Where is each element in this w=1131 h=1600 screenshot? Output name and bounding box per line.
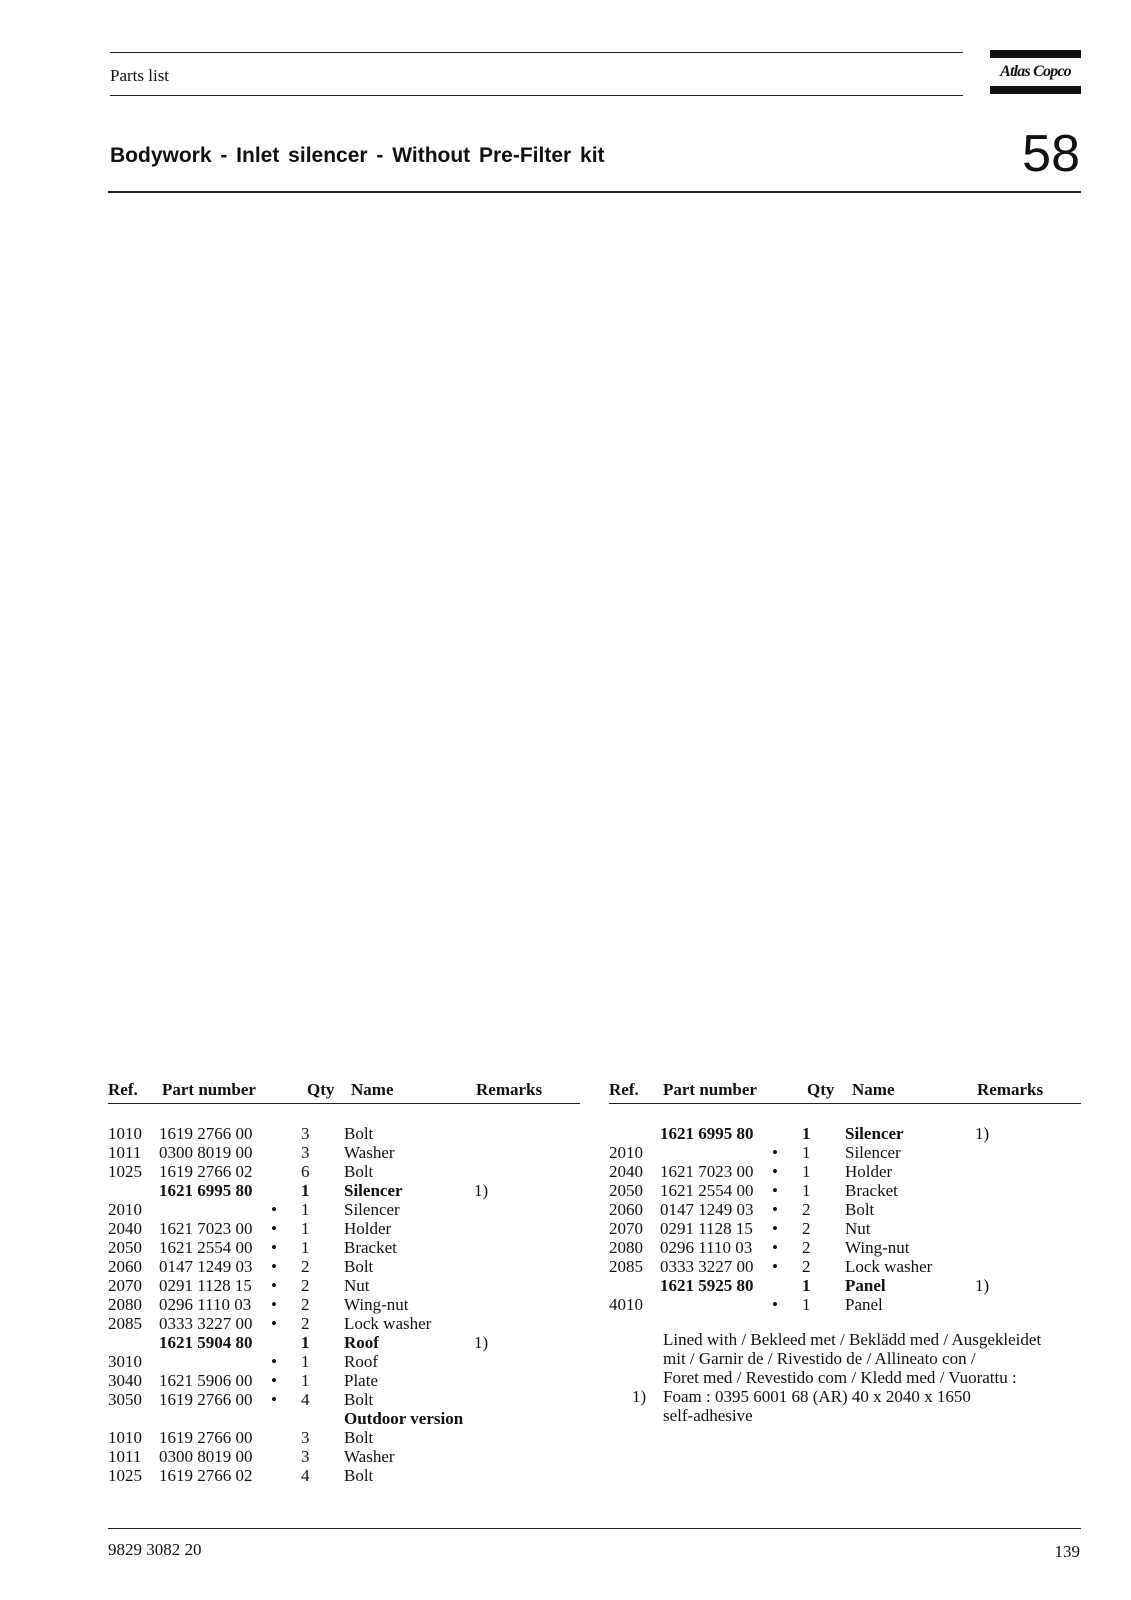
- footnote-line: Foam : 0395 6001 68 (AR) 40 x 2040 x 1650: [663, 1387, 971, 1406]
- table-row: [609, 1181, 1081, 1200]
- qty-cell: 1: [802, 1295, 811, 1314]
- ref-cell: 2070: [108, 1276, 142, 1295]
- qty-cell: 2: [802, 1219, 811, 1238]
- bullet-cell: •: [772, 1219, 778, 1238]
- name-cell: Washer: [344, 1447, 395, 1466]
- qty-cell: 1: [802, 1124, 811, 1143]
- table-header-rule: [609, 1103, 1081, 1104]
- ref-cell: 2085: [609, 1257, 643, 1276]
- part-number-cell: 1619 2766 02: [159, 1466, 253, 1485]
- name-cell: Panel: [845, 1276, 886, 1295]
- name-cell: Bolt: [344, 1257, 374, 1276]
- footer-rule: [108, 1528, 1081, 1529]
- part-number-cell: 1619 2766 00: [159, 1428, 253, 1447]
- ref-cell: 2085: [108, 1314, 142, 1333]
- part-number-cell: 1619 2766 00: [159, 1390, 253, 1409]
- name-cell: Bolt: [344, 1428, 374, 1447]
- table-row: [108, 1257, 580, 1276]
- col-header-name: Name: [351, 1080, 394, 1099]
- name-cell: Washer: [344, 1143, 395, 1162]
- logo-wordmark: Atlas Copco: [1000, 63, 1071, 80]
- part-number-cell: 1621 6995 80: [159, 1181, 253, 1200]
- name-cell: Bolt: [344, 1390, 374, 1409]
- qty-cell: 2: [301, 1257, 310, 1276]
- part-number-cell: 1621 5925 80: [660, 1276, 754, 1295]
- header-label: Parts list: [110, 66, 170, 85]
- illustration-area: [108, 200, 1081, 1060]
- table-row: [108, 1428, 580, 1447]
- part-number-cell: 1621 6995 80: [660, 1124, 754, 1143]
- col-header-remarks: Remarks: [977, 1080, 1044, 1099]
- name-cell: Silencer: [845, 1124, 904, 1143]
- table-row: [108, 1276, 580, 1295]
- col-header-ref: Ref.: [108, 1080, 138, 1099]
- bullet-cell: •: [772, 1181, 778, 1200]
- ref-cell: 2050: [609, 1181, 643, 1200]
- ref-cell: 2080: [609, 1238, 643, 1257]
- col-header-remarks: Remarks: [476, 1080, 543, 1099]
- ref-cell: 3010: [108, 1352, 142, 1371]
- qty-cell: 1: [802, 1162, 811, 1181]
- remarks-cell: 1): [474, 1181, 489, 1200]
- name-cell: Lock washer: [845, 1257, 933, 1276]
- name-cell: Panel: [845, 1295, 883, 1314]
- bullet-cell: •: [271, 1352, 277, 1371]
- bullet-cell: •: [271, 1238, 277, 1257]
- table-row: [108, 1314, 580, 1333]
- part-number-cell: 1621 5904 80: [159, 1333, 253, 1352]
- part-number-cell: 0296 1110 03: [159, 1295, 252, 1314]
- ref-cell: 2040: [609, 1162, 643, 1181]
- ref-cell: 1025: [108, 1162, 142, 1181]
- name-cell: Holder: [344, 1219, 392, 1238]
- part-number-cell: 1621 7023 00: [159, 1219, 253, 1238]
- name-cell: Nut: [344, 1276, 370, 1295]
- table-row: [108, 1447, 580, 1466]
- qty-cell: 1: [301, 1333, 310, 1352]
- qty-cell: 2: [802, 1200, 811, 1219]
- qty-cell: 6: [301, 1162, 310, 1181]
- ref-cell: 4010: [609, 1295, 643, 1314]
- bullet-cell: •: [271, 1200, 277, 1219]
- ref-cell: 2040: [108, 1219, 142, 1238]
- document-number: 9829 3082 20: [108, 1540, 202, 1559]
- name-cell: Nut: [845, 1219, 871, 1238]
- part-number-cell: 1621 2554 00: [660, 1181, 754, 1200]
- part-number-cell: 0296 1110 03: [660, 1238, 753, 1257]
- bullet-cell: •: [271, 1371, 277, 1390]
- qty-cell: 2: [301, 1314, 310, 1333]
- remarks-cell: 1): [975, 1276, 990, 1295]
- name-cell: Lock washer: [344, 1314, 432, 1333]
- qty-cell: 3: [301, 1124, 310, 1143]
- bullet-cell: •: [271, 1276, 277, 1295]
- name-cell: Plate: [344, 1371, 378, 1390]
- header-bottom-rule: [110, 95, 963, 96]
- part-number-cell: 0147 1249 03: [660, 1200, 754, 1219]
- table-row: [108, 1219, 580, 1238]
- qty-cell: 4: [301, 1390, 310, 1409]
- table-row: [108, 1352, 580, 1371]
- ref-cell: 2080: [108, 1295, 142, 1314]
- table-row: [108, 1200, 580, 1219]
- table-row: [609, 1162, 1081, 1181]
- ref-cell: 2060: [609, 1200, 643, 1219]
- footnote-line: Lined with / Bekleed met / Beklädd med / Ausgekleidet: [663, 1330, 1042, 1349]
- qty-cell: 4: [301, 1466, 310, 1485]
- col-header-qty: Qty: [807, 1080, 835, 1099]
- section-number: 58: [1022, 125, 1080, 183]
- table-row: [609, 1219, 1081, 1238]
- qty-cell: 1: [301, 1238, 310, 1257]
- qty-cell: 1: [301, 1371, 310, 1390]
- table-row: [609, 1238, 1081, 1257]
- right-parts-table: [609, 1080, 1081, 1480]
- part-number-cell: 0291 1128 15: [159, 1276, 252, 1295]
- bullet-cell: •: [271, 1219, 277, 1238]
- table-row: [108, 1390, 580, 1409]
- qty-cell: 3: [301, 1143, 310, 1162]
- table-row: [609, 1143, 1081, 1162]
- name-cell: Bolt: [344, 1162, 374, 1181]
- logo-top-bar: [990, 50, 1081, 58]
- name-cell: Bolt: [344, 1466, 374, 1485]
- table-row: [108, 1333, 580, 1352]
- name-cell: Roof: [344, 1352, 378, 1371]
- ref-cell: 1011: [108, 1447, 142, 1466]
- table-row: [108, 1409, 580, 1428]
- left-parts-table: [108, 1080, 580, 1485]
- ref-cell: 1025: [108, 1466, 142, 1485]
- part-number-cell: 0300 8019 00: [159, 1447, 253, 1466]
- table-row: [609, 1295, 1081, 1314]
- name-cell: Bolt: [344, 1124, 374, 1143]
- footnote-line: self-adhesive: [663, 1406, 753, 1425]
- qty-cell: 2: [802, 1257, 811, 1276]
- name-cell: Silencer: [344, 1181, 403, 1200]
- ref-cell: 2060: [108, 1257, 142, 1276]
- name-cell: Outdoor version: [344, 1409, 464, 1428]
- bullet-cell: •: [772, 1200, 778, 1219]
- part-number-cell: 0291 1128 15: [660, 1219, 753, 1238]
- name-cell: Holder: [845, 1162, 893, 1181]
- qty-cell: 1: [802, 1276, 811, 1295]
- table-row: [609, 1276, 1081, 1295]
- remarks-cell: 1): [975, 1124, 990, 1143]
- footnote-line: mit / Garnir de / Rivestido de / Allineato con /: [663, 1349, 976, 1368]
- col-header-qty: Qty: [307, 1080, 335, 1099]
- part-number-cell: 0147 1249 03: [159, 1257, 253, 1276]
- section-title: Bodywork - Inlet silencer - Without Pre-Filter kit: [110, 144, 605, 167]
- table-row: [108, 1162, 580, 1181]
- ref-cell: 1010: [108, 1124, 142, 1143]
- remarks-cell: 1): [474, 1333, 489, 1352]
- title-rule: [108, 191, 1081, 193]
- name-cell: Bracket: [845, 1181, 898, 1200]
- table-row: [108, 1181, 580, 1200]
- page-number: 139: [1054, 1542, 1080, 1561]
- part-number-cell: 1621 7023 00: [660, 1162, 754, 1181]
- name-cell: Wing-nut: [344, 1295, 409, 1314]
- col-header-part-number: Part number: [663, 1080, 757, 1099]
- qty-cell: 1: [301, 1219, 310, 1238]
- qty-cell: 2: [802, 1238, 811, 1257]
- col-header-name: Name: [852, 1080, 895, 1099]
- qty-cell: 3: [301, 1428, 310, 1447]
- ref-cell: 1011: [108, 1143, 142, 1162]
- header-top-rule: [110, 52, 963, 53]
- part-number-cell: 1621 2554 00: [159, 1238, 253, 1257]
- table-row: [108, 1124, 580, 1143]
- qty-cell: 2: [301, 1276, 310, 1295]
- ref-cell: 2010: [609, 1143, 643, 1162]
- footnote-text: [663, 1330, 1083, 1425]
- name-cell: Silencer: [845, 1143, 901, 1162]
- ref-cell: 3050: [108, 1390, 142, 1409]
- table-row: [108, 1238, 580, 1257]
- ref-cell: 2050: [108, 1238, 142, 1257]
- ref-cell: 1010: [108, 1428, 142, 1447]
- bullet-cell: •: [772, 1143, 778, 1162]
- part-number-cell: 0333 3227 00: [159, 1314, 253, 1333]
- name-cell: Bracket: [344, 1238, 397, 1257]
- part-number-cell: 1619 2766 02: [159, 1162, 253, 1181]
- qty-cell: 3: [301, 1447, 310, 1466]
- qty-cell: 1: [301, 1200, 310, 1219]
- ref-cell: 3040: [108, 1371, 142, 1390]
- name-cell: Bolt: [845, 1200, 875, 1219]
- bullet-cell: •: [772, 1257, 778, 1276]
- qty-cell: 1: [802, 1181, 811, 1200]
- name-cell: Roof: [344, 1333, 379, 1352]
- part-number-cell: 1619 2766 00: [159, 1124, 253, 1143]
- footnote-marker: 1): [632, 1387, 647, 1406]
- table-row: [108, 1371, 580, 1390]
- qty-cell: 1: [301, 1181, 310, 1200]
- part-number-cell: 1621 5906 00: [159, 1371, 253, 1390]
- bullet-cell: •: [772, 1162, 778, 1181]
- footnote-line: Foret med / Revestido com / Kledd med / Vuorattu :: [663, 1368, 1017, 1387]
- bullet-cell: •: [271, 1314, 277, 1333]
- name-cell: Silencer: [344, 1200, 400, 1219]
- qty-cell: 1: [301, 1352, 310, 1371]
- ref-cell: 2010: [108, 1200, 142, 1219]
- logo-bottom-bar: [990, 86, 1081, 94]
- table-row: [609, 1200, 1081, 1219]
- table-row: [108, 1143, 580, 1162]
- table-row: [108, 1466, 580, 1485]
- bullet-cell: •: [271, 1257, 277, 1276]
- table-row: [609, 1124, 1081, 1143]
- table-row: [108, 1295, 580, 1314]
- bullet-cell: •: [271, 1295, 277, 1314]
- bullet-cell: •: [772, 1238, 778, 1257]
- brand-logo: [990, 50, 1081, 94]
- bullet-cell: •: [772, 1295, 778, 1314]
- qty-cell: 1: [802, 1143, 811, 1162]
- name-cell: Wing-nut: [845, 1238, 910, 1257]
- col-header-part-number: Part number: [162, 1080, 256, 1099]
- table-row: [609, 1257, 1081, 1276]
- col-header-ref: Ref.: [609, 1080, 639, 1099]
- part-number-cell: 0333 3227 00: [660, 1257, 754, 1276]
- bullet-cell: •: [271, 1390, 277, 1409]
- table-header-rule: [108, 1103, 580, 1104]
- qty-cell: 2: [301, 1295, 310, 1314]
- ref-cell: 2070: [609, 1219, 643, 1238]
- part-number-cell: 0300 8019 00: [159, 1143, 253, 1162]
